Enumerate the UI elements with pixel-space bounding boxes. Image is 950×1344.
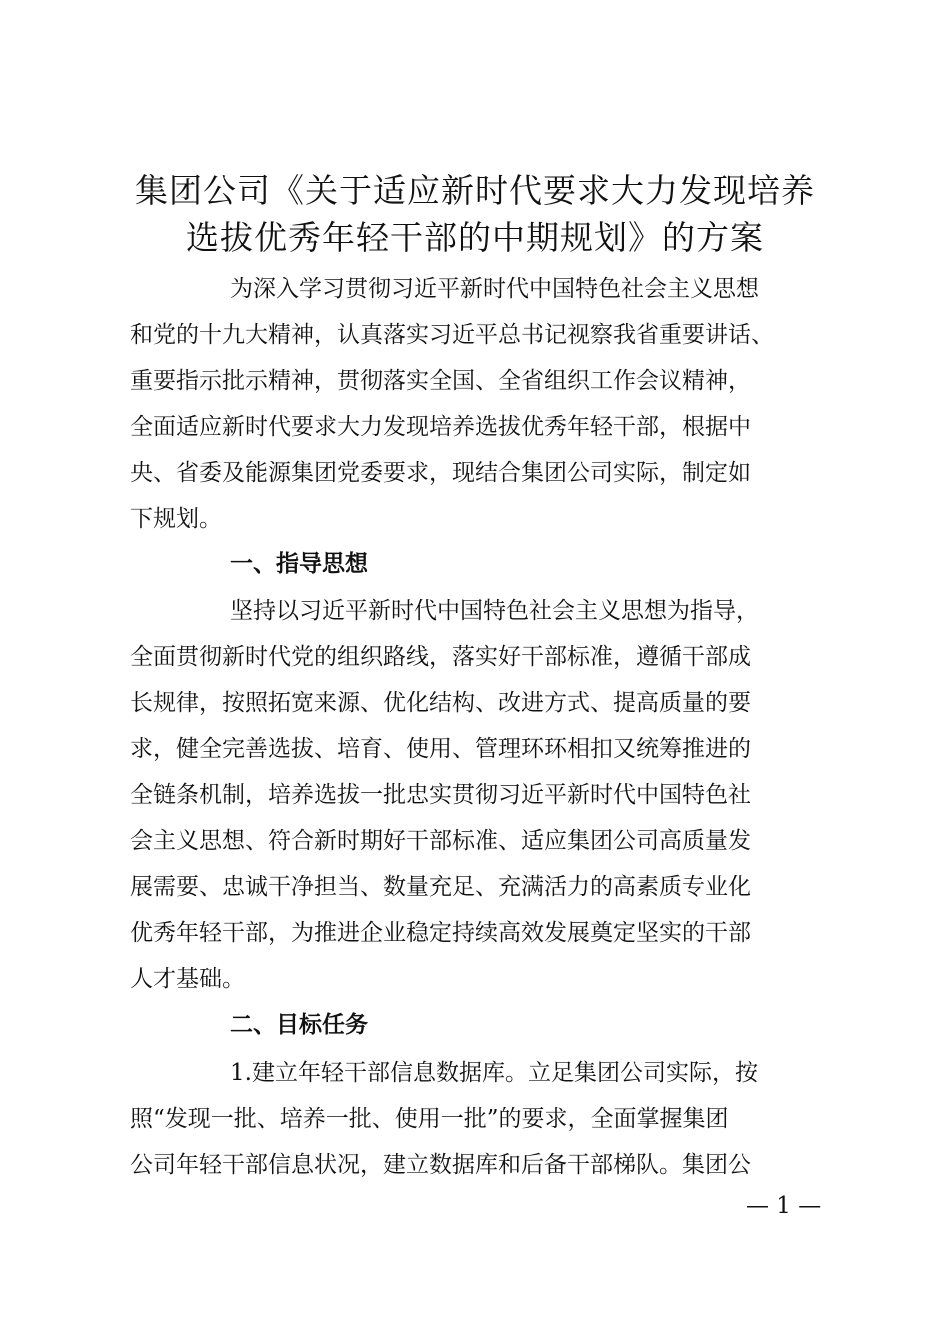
intro-line: 全面适应新时代要求大力发现培养选拔优秀年轻干部，根据中 (130, 414, 751, 440)
section1-line: 全面贯彻新时代党的组织路线，落实好干部标准，遵循干部成 (130, 644, 751, 670)
section-heading-goals-tasks: 二、目标任务 (230, 1012, 368, 1038)
section1-line: 人才基础。 (130, 966, 245, 992)
intro-line: 为深入学习贯彻习近平新时代中国特色社会主义思想 (230, 276, 759, 302)
intro-line: 重要指示批示精神，贯彻落实全国、全省组织工作会议精神， (130, 368, 751, 394)
section1-line: 会主义思想、符合新时期好干部标准、适应集团公司高质量发 (130, 828, 751, 854)
section2-line: 照“发现一批、培养一批、使用一批”的要求，全面掌握集团 (130, 1106, 729, 1132)
section2-line: 公司年轻干部信息状况，建立数据库和后备干部梯队。集团公 (130, 1152, 751, 1178)
page-number: — 1 — (746, 1193, 822, 1219)
section1-line: 长规律，按照拓宽来源、优化结构、改进方式、提高质量的要 (130, 690, 751, 716)
section1-line: 全链条机制，培养选拔一批忠实贯彻习近平新时代中国特色社 (130, 782, 751, 808)
document-title-line-2: 选拔优秀年轻干部的中期规划》的方案 (186, 218, 764, 257)
section1-line: 坚持以习近平新时代中国特色社会主义思想为指导， (230, 598, 759, 624)
section1-line: 求，健全完善选拔、培育、使用、管理环环相扣又统筹推进的 (130, 736, 751, 762)
intro-line: 下规划。 (130, 506, 222, 532)
intro-line: 和党的十九大精神，认真落实习近平总书记视察我省重要讲话、 (130, 322, 774, 348)
section1-line: 展需要、忠诚干净担当、数量充足、充满活力的高素质专业化 (130, 874, 751, 900)
section-heading-guiding-ideology: 一、指导思想 (230, 551, 368, 577)
intro-line: 央、省委及能源集团党委要求，现结合集团公司实际，制定如 (130, 460, 751, 486)
section2-line: 1.建立年轻干部信息数据库。立足集团公司实际，按 (230, 1060, 758, 1086)
document-title-line-1: 集团公司《关于适应新时代要求大力发现培养 (135, 171, 815, 210)
section1-line: 优秀年轻干部，为推进企业稳定持续高效发展奠定坚实的干部 (130, 920, 751, 946)
